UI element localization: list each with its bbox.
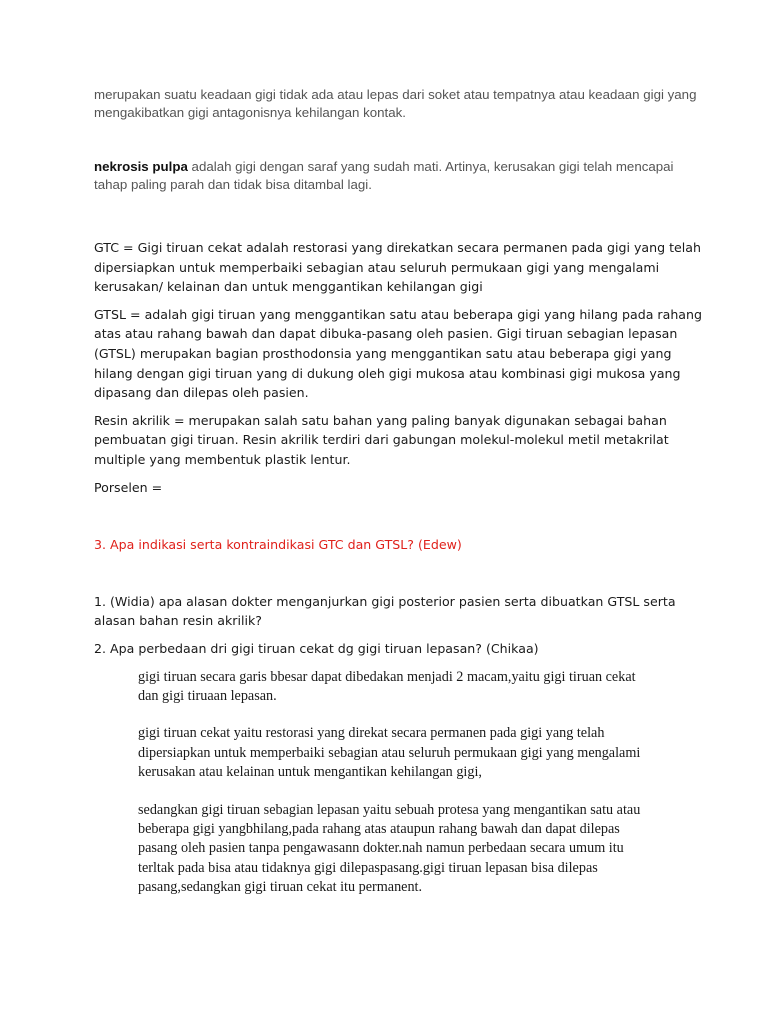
resin-akrilik-definition: Resin akrilik = merupakan salah satu bahan yang paling banyak digunakan sebagai bahan pembuatan gigi tiruan. Resin akrilik terdiri dari gabungan molekul-molekul metil metakrilat multiple yang membentuk plastik lentur. — [94, 412, 669, 467]
nekrosis-pulpa-term: nekrosis pulpa — [94, 159, 188, 174]
missing-tooth-definition: merupakan suatu keadaan gigi tidak ada atau lepas dari soket atau tempatnya atau keadaan gigi yang mengakibatkan gigi antagonisnya kehilangan kontak. — [94, 87, 697, 120]
nekrosis-pulpa-definition — [94, 158, 708, 194]
answer-paragraph-1: gigi tiruan secara garis bbesar dapat dibedakan menjadi 2 macam,yaitu gigi tiruan cekat dan gigi tiruaan lepasan. — [138, 668, 636, 704]
question-1: 1. (Widia) apa alasan dokter menganjurkan gigi posterior pasien serta dibuatkan GTSL serta alasan bahan resin akrilik? — [94, 593, 676, 629]
porselen-definition: Porselen = — [94, 479, 163, 495]
nekrosis-pulpa-text: adalah gigi dengan saraf yang sudah mati. Artinya, kerusakan gigi telah mencapai tahap paling parah dan tidak bisa ditambal lagi. — [94, 159, 674, 192]
answer-paragraph-3: sedangkan gigi tiruan sebagian lepasan yaitu sebuah protesa yang mengantikan satu atau beberapa gigi yangbhilang,pada rahang atas ataupun rahang bawah dan dapat dilepas pasang oleh pasien tanpa pengawasann dokter.nah namun perbedaan secara umum itu terltak pada bisa atau tidaknya gigi dilepaspasang.gigi tiruan lepasan bisa dilepas pasang,sedangkan gigi tiruan cekat itu permanent. — [138, 801, 641, 896]
gtsl-definition: GTSL = adalah gigi tiruan yang menggantikan satu atau beberapa gigi yang hilang pada rahang atas atau rahang bawah dan dapat dibuka-pasang oleh pasien. Gigi tiruan sebagian lepasan (GTSL) merupakan bagian prosthodonsia yang menggantikan satu atau beberapa gigi yang hilang dengan gigi tiruan yang di dukung oleh gigi mukosa atau kombinasi gigi mukosa yang dipasang dan dilepas oleh pasien. — [94, 306, 702, 401]
answer-paragraph-2: gigi tiruan cekat yaitu restorasi yang direkat secara permanen pada gigi yang telah dipersiapkan untuk memperbaiki sebagian atau seluruh permukaan gigi yang mengalami kerusakan atau kelainan untuk mengantikan kehilangan gigi, — [138, 725, 641, 781]
gtc-definition: GTC = Gigi tiruan cekat adalah restorasi yang direkatkan secara permanen pada gigi yang telah dipersiapkan untuk memperbaiki sebagian atau seluruh permukaan gigi yang mengalami kerusakan/ kelainan dan untuk menggantikan kehilangan gigi — [94, 240, 702, 295]
question-3: 3. Apa indikasi serta kontraindikasi GTC dan GTSL? (Edew) — [94, 537, 462, 553]
question-2: 2. Apa perbedaan dri gigi tiruan cekat dg gigi tiruan lepasan? (Chikaa) — [94, 640, 539, 656]
